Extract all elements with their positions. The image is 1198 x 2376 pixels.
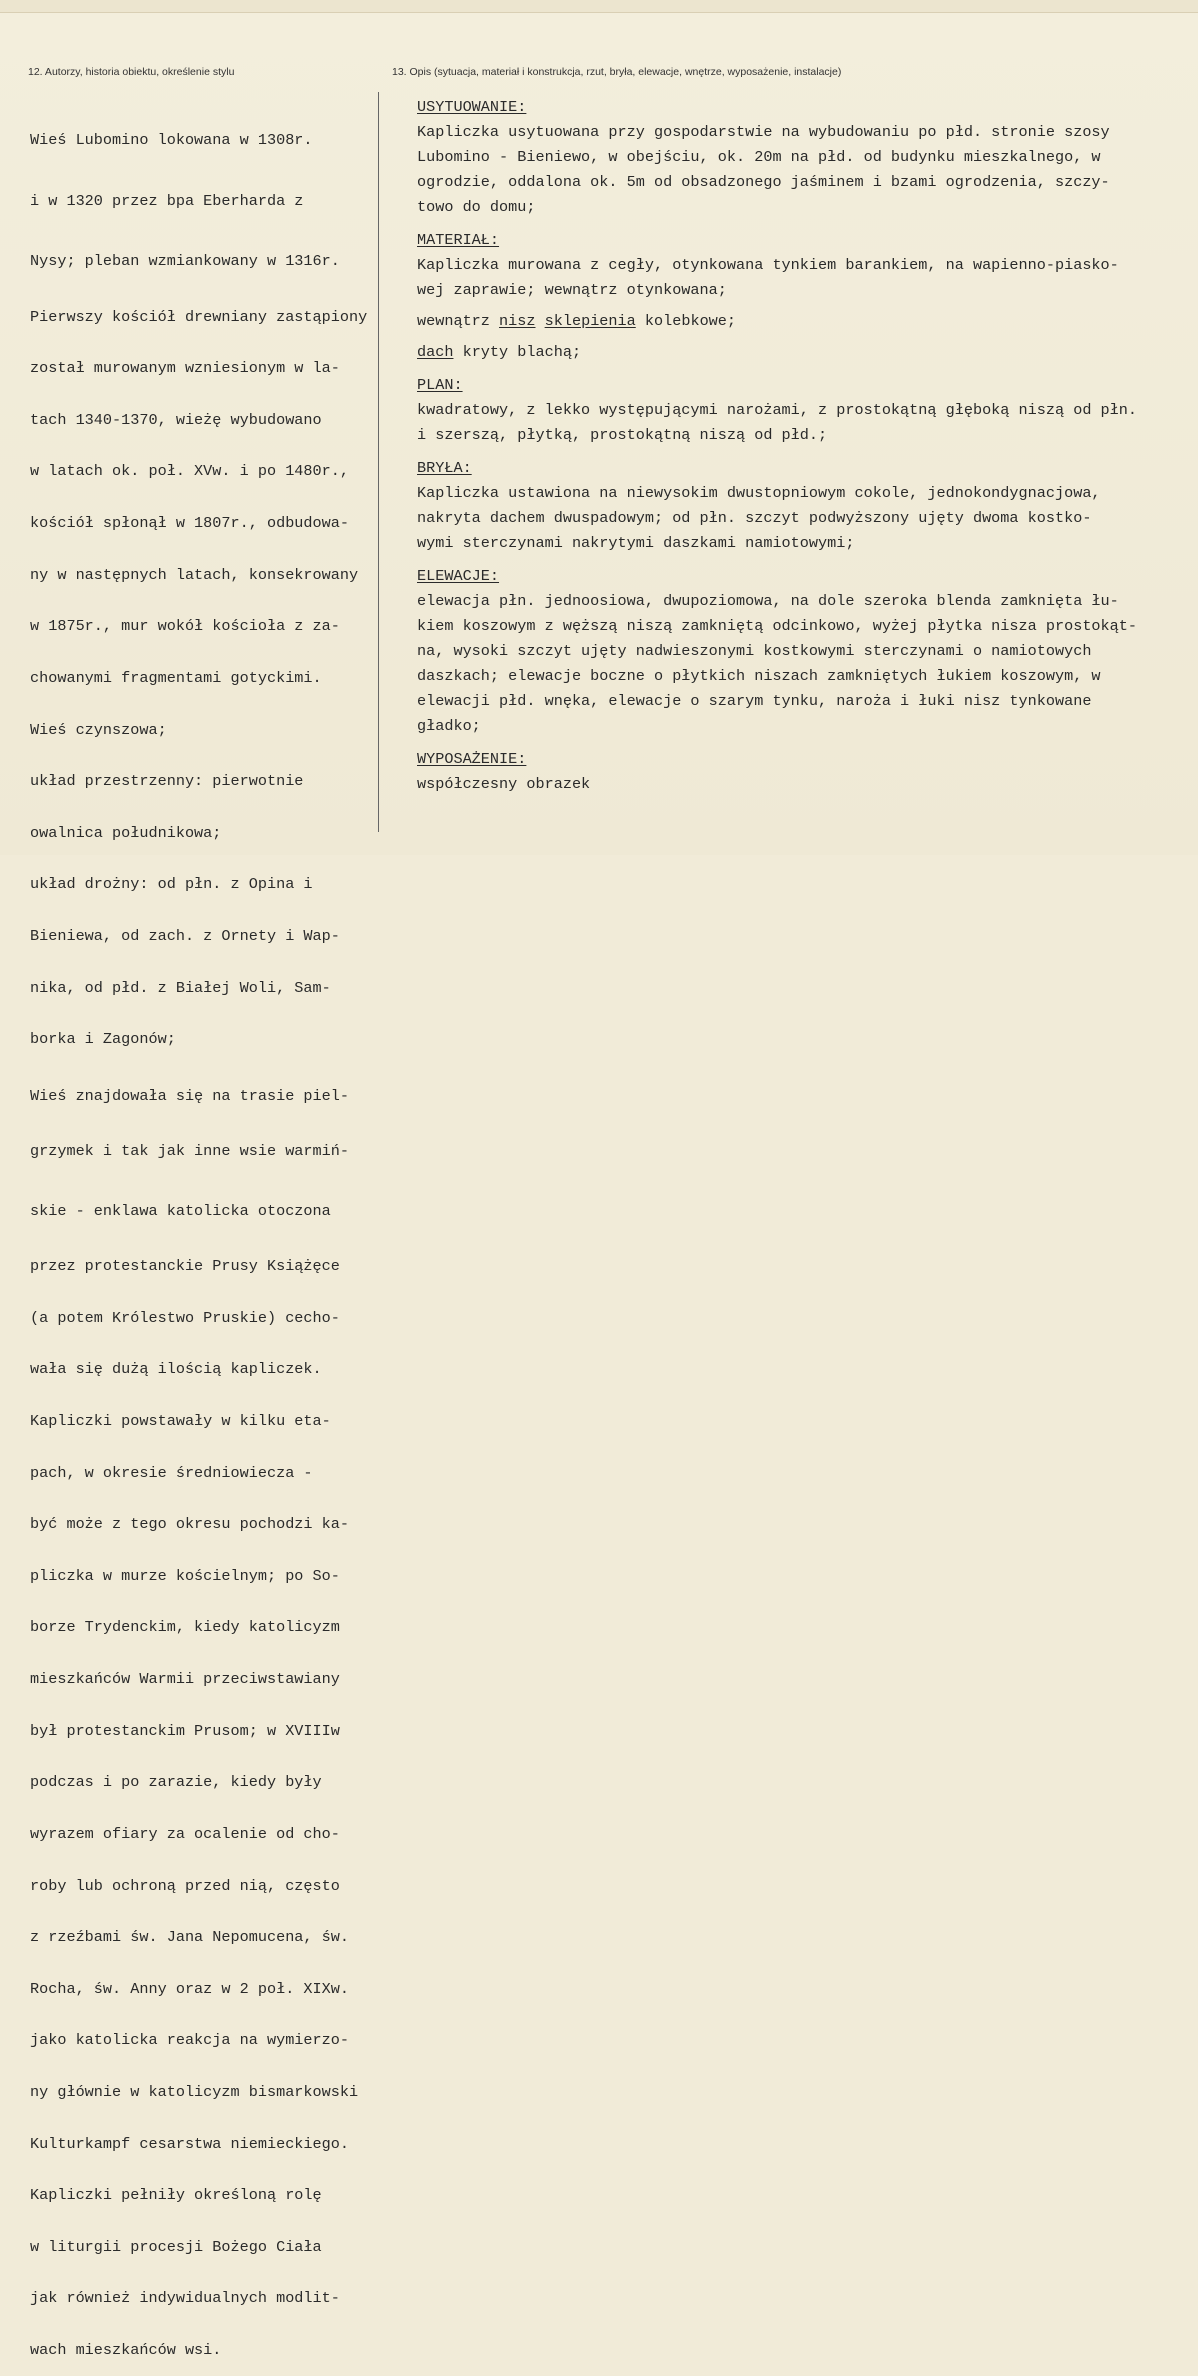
section-line: elewacja płn. jednoosiowa, dwupoziomowa, na dole szeroka blenda zamknięta łu- <box>417 592 1119 610</box>
history-line: jak również indywidualnych modlit- <box>30 2289 340 2308</box>
section-plan <box>417 373 1187 448</box>
history-line: borka i Zagonów; <box>30 1030 176 1049</box>
history-line: pach, w okresie średniowiecza - <box>30 1463 313 1482</box>
history-line: grzymek i tak jak inne wsie warmiń- <box>30 1142 349 1161</box>
section-line: i szerszą, płytką, prostokątną niszą od płd.; <box>417 426 828 444</box>
section-line: Kapliczka ustawiona na niewysokim dwustopniowym cokole, jednokondygnacjowa, <box>417 484 1101 502</box>
description-column <box>417 95 1187 805</box>
history-line: (a potem Królestwo Pruskie) cecho- <box>30 1308 340 1327</box>
history-line: i w 1320 przez bpa Eberharda z <box>30 191 304 210</box>
history-line: Nysy; pleban wzmiankowany w 1316r. <box>30 252 340 271</box>
history-line: jako katolicka reakcja na wymierzo- <box>30 2031 349 2050</box>
section-title: USYTUOWANIE: <box>417 98 527 116</box>
section-line: wej zaprawie; wewnątrz otynkowana; <box>417 281 727 299</box>
section-usytuowanie <box>417 95 1187 220</box>
history-line: przez protestanckie Prusy Książęce <box>30 1257 340 1276</box>
section-line: nakryta dachem dwuspadowym; od płn. szczyt podwyższony ujęty dwoma kostko- <box>417 509 1092 527</box>
history-line: mieszkańców Warmii przeciwstawiany <box>30 1670 340 1689</box>
history-line: w latach ok. poł. XVw. i po 1480r., <box>30 462 349 481</box>
roof-suffix: kryty blachą; <box>453 343 582 361</box>
history-line: Wieś czynszowa; <box>30 720 167 739</box>
vault-underlined-sklepienia: sklepienia <box>544 312 636 330</box>
roof-underlined: dach <box>417 343 454 361</box>
vault-prefix: wewnątrz <box>417 312 500 330</box>
section-line: daszkach; elewacje boczne o płytkich niszach zamkniętych łukiem koszowym, w <box>417 667 1101 685</box>
history-line: podczas i po zarazie, kiedy były <box>30 1773 322 1792</box>
header-history: 12. Autorzy, historia obiektu, określenie stylu <box>28 66 235 78</box>
vault-line <box>417 309 1187 334</box>
history-line: ny w następnych latach, konsekrowany <box>30 565 359 584</box>
section-line: kiem koszowym z węższą niszą zamkniętą odcinkowo, wyżej płytka nisza prostokąt- <box>417 617 1138 635</box>
section-elewacje <box>417 564 1187 739</box>
history-line: tach 1340-1370, wieżę wybudowano <box>30 410 322 429</box>
section-line: gładko; <box>417 717 481 735</box>
history-line: z rzeźbami św. Jana Nepomucena, św. <box>30 1928 349 1947</box>
roof-line <box>417 340 1187 365</box>
section-line: na, wysoki szczyt ujęty nadwieszonymi kostkowymi sterczynami o namiotowych <box>417 642 1092 660</box>
history-line: układ drożny: od płn. z Opina i <box>30 875 313 894</box>
history-line: skie - enklawa katolicka otoczona <box>30 1201 331 1220</box>
history-line: być może z tego okresu pochodzi ka- <box>30 1515 349 1534</box>
section-title: ELEWACJE: <box>417 567 500 585</box>
history-line: ny głównie w katolicyzm bismarkowski <box>30 2082 359 2101</box>
section-material <box>417 228 1187 365</box>
history-line: Kulturkampf cesarstwa niemieckiego. <box>30 2134 349 2153</box>
history-line: roby lub ochroną przed nią, często <box>30 1876 340 1895</box>
history-line: wyrazem ofiary za ocalenie od cho- <box>30 1824 340 1843</box>
history-line: owalnica południkowa; <box>30 823 222 842</box>
section-bryla <box>417 456 1187 556</box>
section-wyposazenie <box>417 747 1187 797</box>
section-line: kwadratowy, z lekko występującymi narożami, z prostokątną głęboką niszą od płn. <box>417 401 1138 419</box>
history-line: był protestanckim Prusom; w XVIIIw <box>30 1721 340 1740</box>
history-line: Wieś Lubomino lokowana w 1308r. <box>30 131 313 150</box>
section-line: elewacji płd. wnęka, elewacje o szarym tynku, naroża i łuki nisz tynkowane <box>417 692 1092 710</box>
section-line: Lubomino - Bieniewo, w obejściu, ok. 20m na płd. od budynku mieszkalnego, w <box>417 148 1101 166</box>
history-line: kościół spłonął w 1807r., odbudowa- <box>30 514 349 533</box>
section-line: Kapliczka murowana z cegły, otynkowana tynkiem barankiem, na wapienno-piasko- <box>417 256 1119 274</box>
header-description: 13. Opis (sytuacja, materiał i konstrukcja, rzut, bryła, elewacje, wnętrze, wyposażenie, instalacje) <box>392 66 842 78</box>
history-line: chowanymi fragmentami gotyckimi. <box>30 668 322 687</box>
history-line: Kapliczki pełniły określoną rolę <box>30 2186 322 2205</box>
history-line: Kapliczki powstawały w kilku eta- <box>30 1412 331 1431</box>
history-line: układ przestrzenny: pierwotnie <box>30 772 304 791</box>
section-title: MATERIAŁ: <box>417 231 500 249</box>
section-title: BRYŁA: <box>417 459 472 477</box>
history-line: borze Trydenckim, kiedy katolicyzm <box>30 1618 340 1637</box>
history-column <box>30 93 390 2376</box>
section-line: towo do domu; <box>417 198 536 216</box>
history-line: pliczka w murze kościelnym; po So- <box>30 1566 340 1585</box>
section-title: PLAN: <box>417 376 463 394</box>
history-line: w 1875r., mur wokół kościoła z za- <box>30 617 340 636</box>
history-line: został murowanym wzniesionym w la- <box>30 359 340 378</box>
history-line: wach mieszkańców wsi. <box>30 2340 222 2359</box>
vault-underlined-nisz: nisz <box>499 312 536 330</box>
section-line: Kapliczka usytuowana przy gospodarstwie na wybudowaniu po płd. stronie szosy <box>417 123 1110 141</box>
history-line: wała się dużą ilością kapliczek. <box>30 1360 322 1379</box>
vault-suffix: kolebkowe; <box>635 312 737 330</box>
section-line: wymi sterczynami nakrytymi daszkami namiotowymi; <box>417 534 855 552</box>
history-line: w liturgii procesji Bożego Ciała <box>30 2237 322 2256</box>
history-line: Wieś znajdowała się na trasie piel- <box>30 1086 349 1105</box>
top-edge <box>0 0 1198 13</box>
history-line: Pierwszy kościół drewniany zastąpiony <box>30 307 368 326</box>
history-line: Rocha, św. Anny oraz w 2 poł. XIXw. <box>30 1979 349 1998</box>
section-title: WYPOSAŻENIE: <box>417 750 527 768</box>
history-line: Bieniewa, od zach. z Ornety i Wap- <box>30 926 340 945</box>
section-line: ogrodzie, oddalona ok. 5m od obsadzonego jaśminem i bzami ogrodzenia, szczy- <box>417 173 1110 191</box>
history-line: nika, od płd. z Białej Woli, Sam- <box>30 978 331 997</box>
section-line: współczesny obrazek <box>417 775 591 793</box>
